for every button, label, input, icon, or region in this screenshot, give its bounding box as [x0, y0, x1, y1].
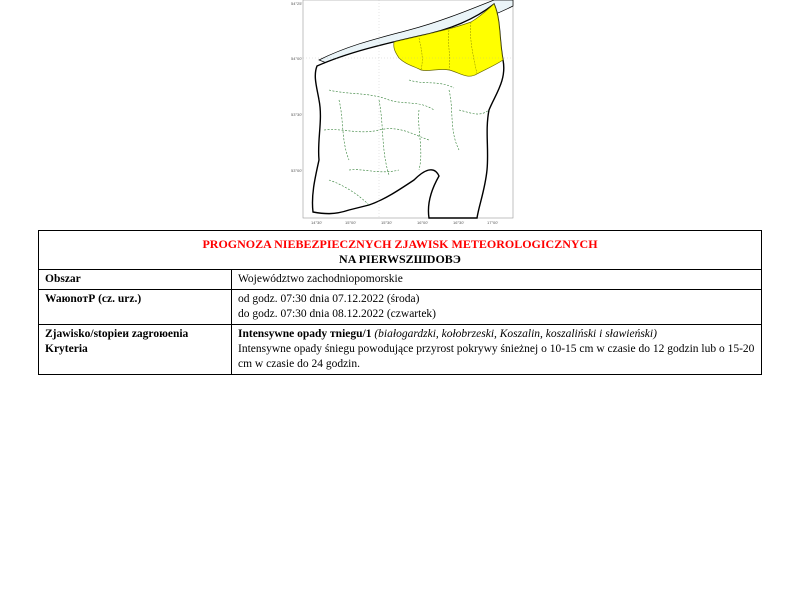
warning-subtitle: NA PIERWSZШDOBЭ	[339, 252, 461, 266]
lat-tick-1: 54°25'	[291, 1, 303, 6]
lon-tick-6: 17°00'	[487, 220, 499, 225]
criteria-text: Intensywne opady śniegu powodujące przyrost pokrywy śnieżnej o 10-15 cm w czasie do 12 godzin lub o 15-20 cm w czasie do 24 godzin.	[238, 343, 755, 370]
area-label: Obszar	[39, 270, 232, 290]
phenomenon-label	[39, 325, 232, 375]
area-value: Województwo zachodniopomorskie	[232, 270, 762, 290]
phenomenon-title: Intensywne opady тniegu/1	[238, 328, 372, 340]
validity-to: do godz. 07:30 dnia 08.12.2022 (czwartek)	[238, 308, 437, 320]
phenomenon-regions: (białogardzki, kołobrzeski, Koszalin, koszaliński i sławieński)	[374, 328, 657, 340]
area-row	[39, 270, 762, 290]
warning-table	[38, 230, 762, 375]
title-cell	[39, 231, 762, 270]
warning-title: PROGNOZA NIEBEZPIECZNYCH ZJAWISK METEOROLOGICZNYCH	[202, 237, 598, 251]
lon-tick-1: 14°30'	[311, 220, 323, 225]
validity-row	[39, 290, 762, 325]
title-row	[39, 231, 762, 270]
phenomenon-row	[39, 325, 762, 375]
phenomenon-label-2: Kryteria	[45, 343, 88, 355]
phenomenon-label-1: Zjawisko/stopieи zagroюenia	[45, 328, 189, 340]
lat-tick-2: 54°00'	[291, 56, 303, 61]
lon-tick-5: 16°30'	[453, 220, 465, 225]
lon-tick-3: 15°30'	[381, 220, 393, 225]
validity-from: od godz. 07:30 dnia 07.12.2022 (środa)	[238, 293, 420, 305]
warning-map	[289, 0, 515, 225]
validity-label: WaюnoтР (cz. urz.)	[39, 290, 232, 325]
region-map-svg	[289, 0, 515, 225]
lon-tick-2: 15°00'	[345, 220, 357, 225]
lat-tick-4: 53°00'	[291, 168, 303, 173]
lon-tick-4: 16°00'	[417, 220, 429, 225]
lat-tick-3: 53°30'	[291, 112, 303, 117]
validity-value	[232, 290, 762, 325]
phenomenon-value	[232, 325, 762, 375]
phenomenon-heading	[238, 327, 755, 342]
